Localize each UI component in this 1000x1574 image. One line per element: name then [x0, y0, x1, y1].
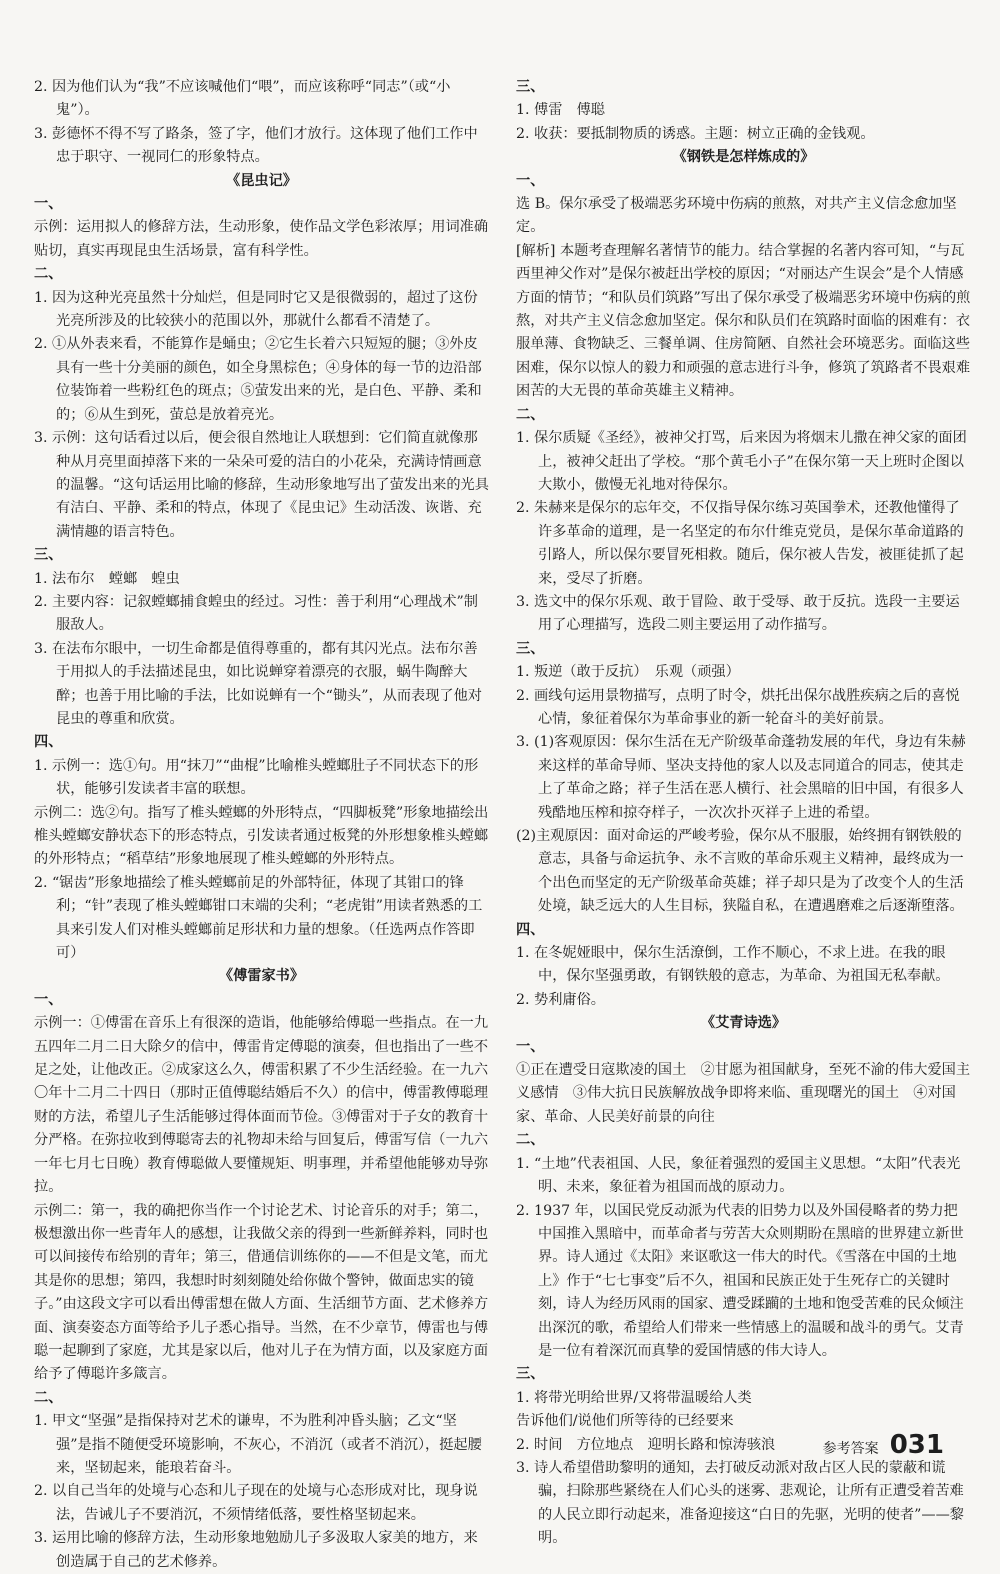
answer-item: 2. 势利庸俗。 [516, 991, 605, 1008]
book-title: 《昆虫记》 [226, 172, 297, 189]
answer-paragraph: 告诉他们/说他们所等待的已经要来 [516, 1413, 734, 1430]
section-label: 三、 [516, 79, 545, 95]
answer-item: 1. 因为这种光亮虽然十分灿烂，但是同时它又是很微弱的，超过了这份光亮所涉及的比较狭小的范围以外，那就什么都看不清楚了。 [34, 289, 478, 330]
answer-item: 1. 示例一：选①句。用“抹刀”“曲棍”比喻椎头螳螂肚子不同状态下的形状，能够引发读者丰富的联想。 [34, 757, 479, 798]
section-label: 二、 [516, 406, 545, 423]
section-label: 二、 [34, 1389, 63, 1406]
answer-item: 2. 以自己当年的处境与心态和儿子现在的处境与心态形成对比，现身说法，告诫儿子不要消沉，不须情绪低落，要性格坚韧起来。 [34, 1483, 478, 1523]
answer-item: 1. 法布尔 螳螂 蝗虫 [34, 570, 180, 587]
answer-item: 2. 1937 年，以国民党反动派为代表的旧势力以及外国侵略者的势力把中国推入黑暗中，而革命者与劳苦大众则期盼在黑暗的世界建立新世界。诗人通过《太阳》来讴歌这一伟大的时代。《雪落在中国的土地上》作于“七七事变”后不久，祖国和民族正处于生死存亡的关键时刻，诗人为经历风雨的国家、遭受蹂躏的土地和饱受苦难的民众倾注出深沉的歌，希望给人们带来一些情感上的温暖和战斗的勇气。艾青是一位有着深沉而真挚的爱国情感的伟大诗人。 [516, 1202, 964, 1359]
answer-item: 3. 诗人希望借助黎明的通知，去打破反动派对敌占区人民的蒙蔽和谎骗，扫除那些紧绕在人们心头的迷雾、悲观论，让所有正遭受着苦难的人民立即行动起来，准备迎接这“白日的先驱，光明的使者”——黎明。 [516, 1459, 964, 1547]
book-title: 《傅雷家书》 [218, 968, 305, 985]
left-column [34, 76, 489, 1574]
answer-item: 2. 收获：要抵制物质的诱惑。主题：树立正确的金钱观。 [516, 125, 875, 142]
answer-item: 3. 在法布尔眼中，一切生命都是值得尊重的，都有其闪光点。法布尔善于用拟人的手法描述昆虫，如比说蝉穿着漂亮的衣服，蜗牛陶醉大醉；也善于用比喻的手法，比如说蝉有一个“锄头”，从而表现了他对昆虫的尊重和欣赏。 [34, 640, 482, 727]
page-footer [823, 1430, 944, 1460]
section-label: 二、 [516, 1132, 545, 1149]
section-label: 一、 [516, 172, 545, 189]
answer-item: (2)主观原因：面对命运的严峻考验，保尔从不服服，始终拥有钢铁般的意志，具备与命运抗争、永不言败的革命乐观主义精神，最终成为一个出色而坚定的无产阶级革命英雄；祥子却只是为了改变个人的生活处境，缺乏远大的人生目标，狭隘自私，在遭遇磨难之后逐渐堕落。 [516, 828, 964, 915]
answer-paragraph: 示例二：选②句。指写了椎头螳螂的外形特点，“四脚板凳”形象地描绘出椎头螳螂安静状态下的形态特点，引发读者通过板凳的外形想象椎头螳螂的外形特点；“稻草结”形象地展现了椎头螳螂的外形特点。 [34, 804, 489, 868]
answer-item: 1. 在冬妮娅眼中，保尔生活潦倒，工作不顺心，不求上进。在我的眼中，保尔坚强勇敢，有钢铁般的意志，为革命、为祖国无私奉献。 [516, 945, 950, 985]
answer-item: 2. 画线句运用景物描写，点明了时令，烘托出保尔战胜疾病之后的喜悦心情，象征着保尔为革命事业的新一轮奋斗的美好前景。 [516, 687, 960, 727]
section-label: 三、 [34, 547, 63, 564]
answer-paragraph: [解析] 本题考查理解名著情节的能力。结合掌握的名著内容可知，“与瓦西里神父作对”是保尔被赶出学校的原因；“对丽达产生误会”是个人情感方面的情节；“和队员们筑路”写出了保尔承受了极端恶劣环境中伤病的煎熬，对共产主义信念愈加坚定。保尔和队员们在筑路时面临的困难有：衣服单薄、食物缺乏、三餐单调、住房简陋、自然社会环境恶劣。面临这些困难，保尔以惊人的毅力和顽强的意志进行斗争，修筑了筑路者不畏艰难困苦的大无畏的革命英雄主义精神。 [516, 242, 971, 400]
answer-item: 3. 示例：这句话看过以后，便会很自然地让人联想到：它们简直就像那种从月亮里面掉落下来的一朵朵可爱的洁白的小花朵，充满诗情画意的温馨。“这句话运用比喻的修辞，生动形象地写出了萤发出来的光具有洁白、平静、柔和的特点，体现了《昆虫记》生动活泼、诙谐、充满情趣的语言特色。 [34, 430, 489, 540]
answer-item: 2. “锯齿”形象地描绘了椎头螳螂前足的外部特征，体现了其钳口的锋利；“针”表现了椎头螳螂钳口末端的尖利；“老虎钳”用读者熟悉的工具来引发人们对椎头螳螂前足形状和力量的想象。（任选两点作答即可） [34, 874, 483, 962]
answer-item: 1. 傅雷 傅聪 [516, 102, 605, 119]
page-number: 031 [889, 1430, 944, 1460]
answer-paragraph: 示例一：①傅雷在音乐上有很深的造诣，他能够给傅聪一些指点。在一九五四年二月二日大除夕的信中，傅雷肯定傅聪的演奏，但也指出了一些不足之处，让他改正。②成家这么久，傅雷积累了不少生活经验。在一九六〇年十二月二十四日（那时正值傅聪结婚后不久）的信中，傅雷教傅聪理财的方法，希望儿子生活能够过得体面而节俭。③傅雷对于子女的教育十分严格。在弥拉收到傅聪寄去的礼物却未给与回复后，傅雷写信（一九六一年七月七日晚）教育傅聪做人要懂规矩、明事理，并希望他能够劝导弥拉。 [34, 1015, 489, 1196]
answer-item: 1. 将带光明给世界/又将带温暖给人类 [516, 1389, 752, 1406]
answer-item: 3. (1)客观原因：保尔生活在无产阶级革命蓬勃发展的年代，身边有朱赫来这样的革命导师、坚决支持他的家人以及志同道合的同志，使其走上了革命之路；祥子生活在恶人横行、社会黑暗的旧中国，有很多人残酷地压榨和掠夺样子，一次次扑灭祥子上进的希望。 [516, 734, 966, 821]
answer-item: 1. “土地”代表祖国、人民，象征着强烈的爱国主义思想。“太阳”代表光明、未来，象征着为祖国而战的原动力。 [516, 1155, 961, 1196]
answer-item: 1. 叛逆（敢于反抗） 乐观（顽强） [516, 664, 740, 681]
book-title: 《钢铁是怎样炼成的》 [672, 149, 815, 166]
right-column [516, 76, 971, 1551]
answer-item: 3. 选文中的保尔乐观、敢于冒险、敢于受辱、敢于反抗。选段一主要运用了心理描写，选段二则主要运用了动作描写。 [516, 593, 960, 634]
answer-page [34, 76, 974, 1570]
answer-paragraph: 选 B。保尔承受了极端恶劣环境中伤病的煎熬，对共产主义信念愈加坚定。 [516, 196, 957, 236]
section-label: 二、 [34, 266, 63, 283]
footer-label: 参考答案 [822, 1441, 879, 1457]
section-label: 一、 [34, 196, 63, 213]
answer-item: 3. 运用比喻的修辞方法，生动形象地勉励儿子多汲取人家美的地方，来创造属于自己的艺术修养。 [34, 1530, 478, 1570]
book-title: 《艾青诗选》 [700, 1015, 787, 1032]
section-label: 四、 [34, 734, 63, 751]
answer-paragraph: 示例二：第一，我的确把你当作一个讨论艺术、讨论音乐的对手；第二，极想激出你一些青年人的感想，让我做父亲的得到一些新鲜养料，同时也可以间接传布给别的青年；第三，借通信训练你的——不但是文笔，而尤其是你的思想；第四，我想时时刻刻随处给你做个警钟，做面忠实的镜子。”由这段文字可以看出傅雷想在做人方面、生活细节方面、艺术修养方面、演奏姿态方面等给予儿子悉心指导。当然，在不少章节，傅雷也与傅聪一起聊到了家庭，尤其是家以后，他对儿子在为情方面，以及家庭方面给予了傅聪许多箴言。 [34, 1202, 489, 1383]
section-label: 三、 [516, 1366, 545, 1383]
answer-item: 2. ①从外表来看，不能算作是蛹虫；②它生长着六只短短的腿；③外皮具有一些十分美丽的颜色，如全身黑棕色；④身体的每一节的边沿部位装饰着一些粉红色的斑点；⑤萤发出来的光，是白色、平静、柔和的；⑥从生到死，萤总是放着亮光。 [34, 336, 482, 423]
answer-item: 2. 因为他们认为“我”不应该喊他们“喂”，而应该称呼“同志”（或“小鬼”）。 [34, 79, 451, 119]
answer-item: 1. 保尔质疑《圣经》，被神父打骂，后来因为将烟末儿撒在神父家的面团上，被神父赶出了学校。“那个黄毛小子”在保尔第一天上班时企图以大欺小，傲慢无礼地对待保尔。 [516, 430, 967, 493]
answer-item: 2. 朱赫来是保尔的忘年交，不仅指导保尔练习英国拳术，还教他懂得了许多革命的道理，是一名坚定的布尔什维克党员，是保尔革命道路的引路人，所以保尔要冒死相救。随后，保尔被人告发，被匪徒抓了起来，受尽了折磨。 [516, 500, 964, 587]
section-label: 一、 [34, 991, 63, 1008]
answer-paragraph: 示例：运用拟人的修辞方法，生动形象，使作品文学色彩浓厚；用词准确贴切，真实再现昆虫生活场景，富有科学性。 [34, 219, 489, 259]
answer-item: 1. 甲文“坚强”是指保持对艺术的谦卑，不为胜利冲昏头脑；乙文“坚强”是指不随便受环境影响，不灰心，不消沉（或者不消沉），挺起腰来，坚韧起来，能琅若奋斗。 [34, 1413, 482, 1476]
answer-item: 2. 主要内容：记叙螳螂捕食蝗虫的经过。习性：善于利用“心理战术”制服敌人。 [34, 593, 478, 634]
section-label: 一、 [516, 1038, 545, 1055]
section-label: 四、 [516, 921, 545, 938]
answer-item: 2. 时间 方位地点 迎明长路和惊涛骇浪 [516, 1436, 776, 1453]
answer-item: 3. 彭德怀不得不写了路条，签了字，他们才放行。这体现了他们工作中忠于职守、一视同仁的形象特点。 [34, 125, 478, 166]
section-label: 三、 [516, 640, 545, 657]
answer-paragraph: ①正在遭受日寇欺凌的国土 ②甘愿为祖国献身，至死不渝的伟大爱国主义感情 ③伟大抗日民族解放战争即将来临、重现曙光的国土 ④对国家、革命、人民美好前景的向往 [516, 1062, 971, 1125]
